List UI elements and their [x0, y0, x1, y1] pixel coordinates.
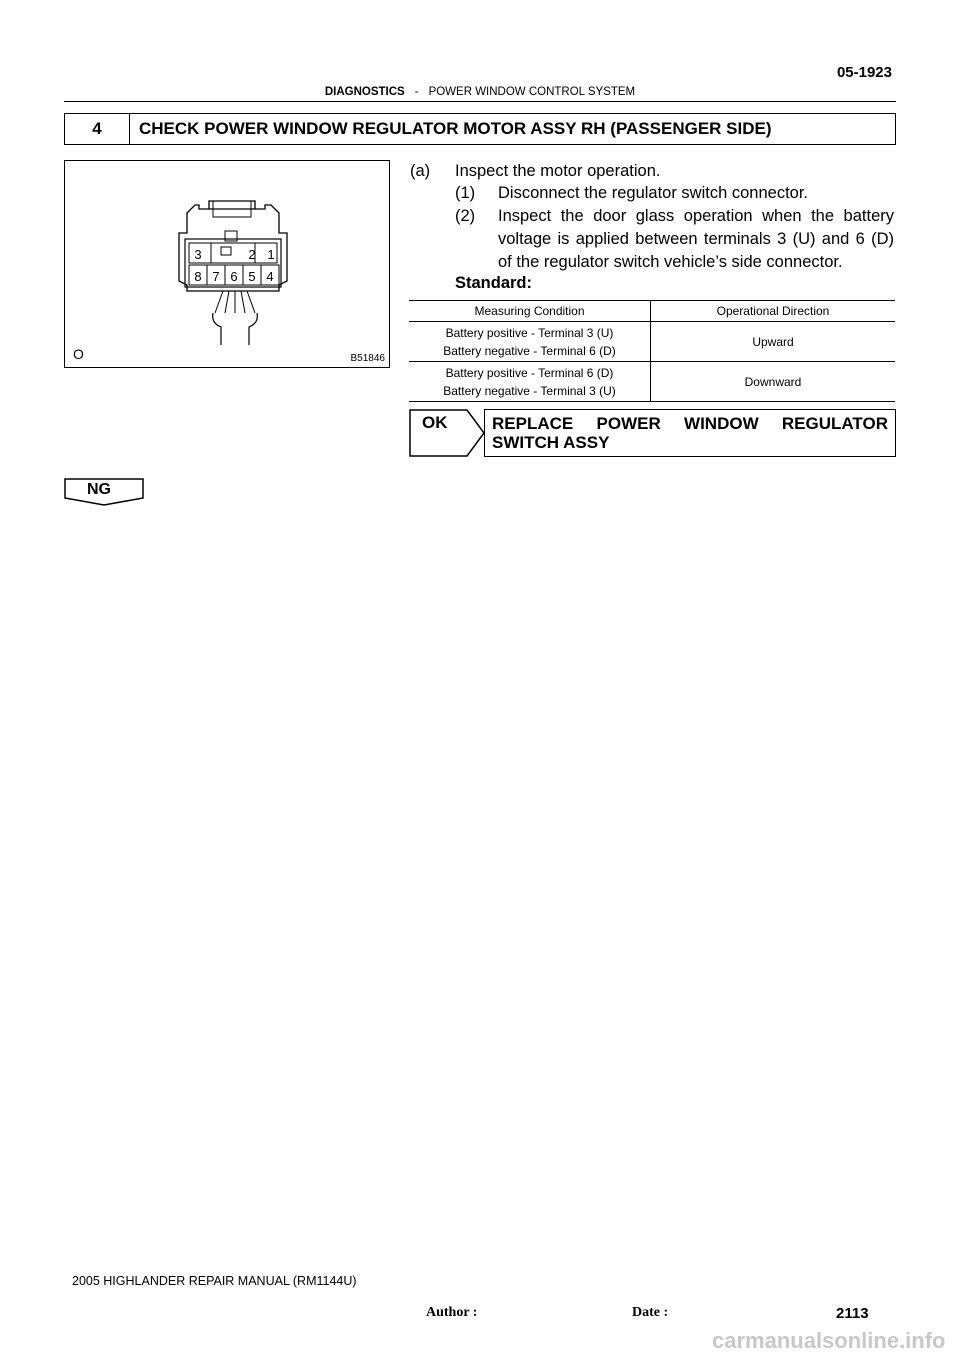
condition-line: Battery negative - Terminal 6 (D) [443, 343, 616, 358]
connector-diagram [65, 161, 389, 367]
subsection-name: POWER WINDOW CONTROL SYSTEM [428, 86, 636, 98]
table-row [409, 322, 895, 362]
connector-figure [64, 160, 390, 368]
spec-table [409, 300, 895, 402]
condition-line: Battery positive - Terminal 3 (U) [445, 325, 614, 340]
author-label: Author : [426, 1305, 478, 1320]
section-header [0, 86, 960, 98]
figure-mark: O [73, 346, 84, 362]
instruction-2-line3: of the regulator switch vehicle’s side connector. [498, 253, 843, 271]
table-cell-direction: Upward [651, 322, 896, 362]
table-header: Operational Direction [651, 301, 896, 322]
table-header-row [409, 301, 895, 322]
header-rule [64, 101, 896, 102]
instruction-2-line1: Inspect the door glass operation when the battery [498, 207, 894, 225]
ok-label: OK [422, 413, 448, 432]
instruction-2-line2: voltage is applied between terminals 3 (U) and 6 (D) [498, 230, 894, 248]
page-number: 05-1923 [836, 64, 892, 81]
date-label: Date : [632, 1305, 669, 1320]
table-header: Measuring Condition [409, 301, 651, 322]
pin-label: 2 [248, 247, 256, 262]
ok-result-line2: SWITCH ASSY [492, 433, 610, 452]
watermark: carmanualsonline.info [712, 1328, 946, 1353]
instruction-2-label: (2) [455, 207, 476, 225]
figure-code: B51846 [350, 353, 385, 364]
standard-label: Standard: [455, 274, 533, 292]
table-cell-condition [409, 322, 651, 362]
pin-label: 7 [212, 269, 220, 284]
table-row [409, 362, 895, 402]
pin-label: 5 [248, 269, 256, 284]
instruction-a-text: Inspect the motor operation. [455, 162, 661, 180]
table-cell-direction: Downward [651, 362, 896, 402]
pin-label: 8 [194, 269, 202, 284]
ok-result-line1: REPLACE POWER WINDOW REGULATOR [492, 414, 888, 433]
table-cell-condition [409, 362, 651, 402]
step-title: CHECK POWER WINDOW REGULATOR MOTOR ASSY RH (PASSENGER SIDE) [139, 119, 772, 138]
section-name: DIAGNOSTICS [324, 86, 405, 98]
ng-label: NG [87, 481, 111, 498]
pin-label: 6 [230, 269, 238, 284]
pin-label: 1 [267, 247, 275, 262]
page-total: 2113 [836, 1305, 869, 1322]
step-number: 4 [65, 114, 130, 144]
header-separator: - [414, 86, 419, 98]
condition-line: Battery negative - Terminal 3 (U) [443, 383, 616, 398]
instruction-a-label: (a) [410, 162, 431, 180]
instruction-1-label: (1) [455, 184, 476, 202]
step-title-box [64, 113, 896, 145]
condition-line: Battery positive - Terminal 6 (D) [445, 365, 614, 380]
manual-title: 2005 HIGHLANDER REPAIR MANUAL (RM1144U) [72, 1274, 357, 1288]
pin-label: 3 [194, 247, 202, 262]
pin-label: 4 [266, 269, 274, 284]
instruction-1-text: Disconnect the regulator switch connector. [498, 184, 808, 202]
